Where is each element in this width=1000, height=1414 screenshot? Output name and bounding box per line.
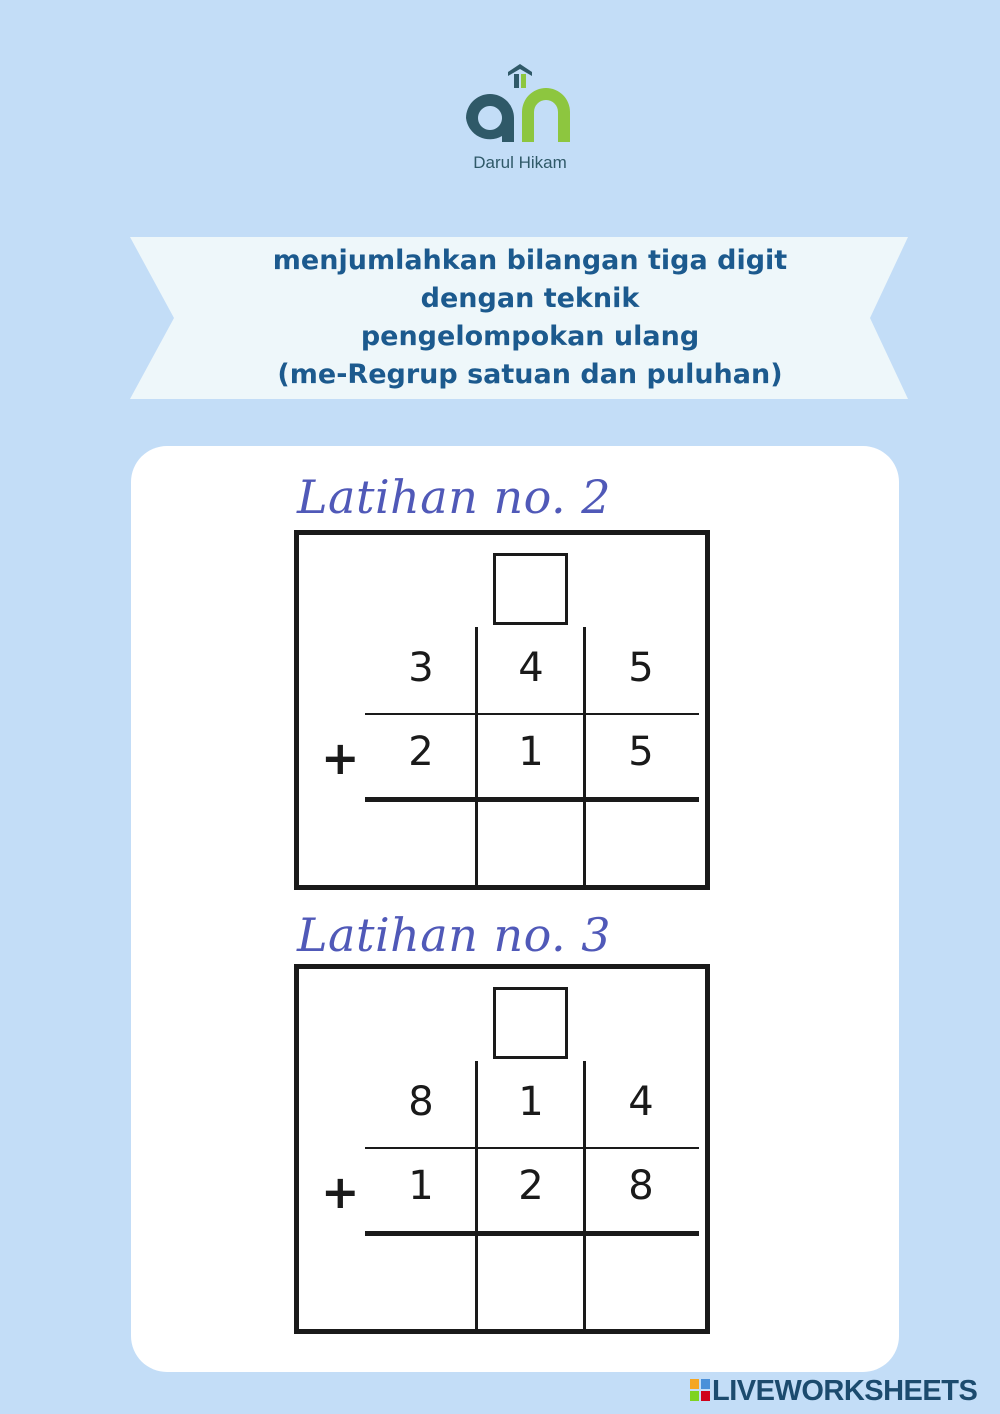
darul-hikam-logo — [455, 60, 585, 180]
sum-line — [365, 1231, 699, 1236]
exercise-card — [131, 446, 899, 1372]
title-banner — [130, 237, 908, 399]
column-divider — [583, 627, 586, 887]
bottom-tens-digit: 1 — [518, 729, 544, 775]
banner-line-3: pengelompokan ulang — [360, 321, 700, 352]
answer-tens-input[interactable] — [479, 801, 583, 893]
column-divider — [475, 1061, 478, 1331]
logo-text: Darul Hikam — [473, 153, 567, 172]
top-tens-digit: 1 — [518, 1079, 544, 1125]
bottom-hundreds-digit: 1 — [408, 1163, 434, 1209]
carry-input-box[interactable] — [493, 553, 568, 625]
column-divider — [583, 1061, 586, 1331]
row-divider — [365, 713, 699, 715]
answer-tens-input[interactable] — [479, 1237, 583, 1329]
plus-sign: + — [321, 731, 360, 785]
top-hundreds-digit: 8 — [408, 1079, 434, 1125]
top-hundreds-digit: 3 — [408, 645, 434, 691]
answer-hundreds-input[interactable] — [371, 1237, 475, 1329]
liveworksheets-text: LIVEWORKSHEETS — [712, 1375, 978, 1407]
column-divider — [475, 627, 478, 887]
bottom-ones-digit: 5 — [628, 729, 654, 775]
top-tens-digit: 4 — [518, 645, 544, 691]
liveworksheets-icon — [690, 1379, 710, 1401]
banner-title — [190, 237, 870, 399]
addition-grid — [294, 530, 710, 890]
exercise-title: Latihan no. 3 — [297, 908, 611, 962]
plus-sign: + — [321, 1165, 360, 1219]
banner-line-2: dengan teknik — [420, 283, 640, 314]
top-ones-digit: 5 — [628, 645, 654, 691]
addition-grid — [294, 964, 710, 1334]
exercise-title: Latihan no. 2 — [297, 470, 611, 524]
bottom-hundreds-digit: 2 — [408, 729, 434, 775]
answer-ones-input[interactable] — [587, 801, 691, 893]
answer-hundreds-input[interactable] — [371, 801, 475, 893]
carry-input-box[interactable] — [493, 987, 568, 1059]
bottom-ones-digit: 8 — [628, 1163, 654, 1209]
answer-ones-input[interactable] — [587, 1237, 691, 1329]
banner-line-4: (me-Regrup satuan dan puluhan) — [277, 359, 783, 390]
row-divider — [365, 1147, 699, 1149]
banner-line-1: menjumlahkan bilangan tiga digit — [272, 245, 788, 276]
top-ones-digit: 4 — [628, 1079, 654, 1125]
bottom-tens-digit: 2 — [518, 1163, 544, 1209]
logo-mark-icon — [460, 60, 580, 150]
